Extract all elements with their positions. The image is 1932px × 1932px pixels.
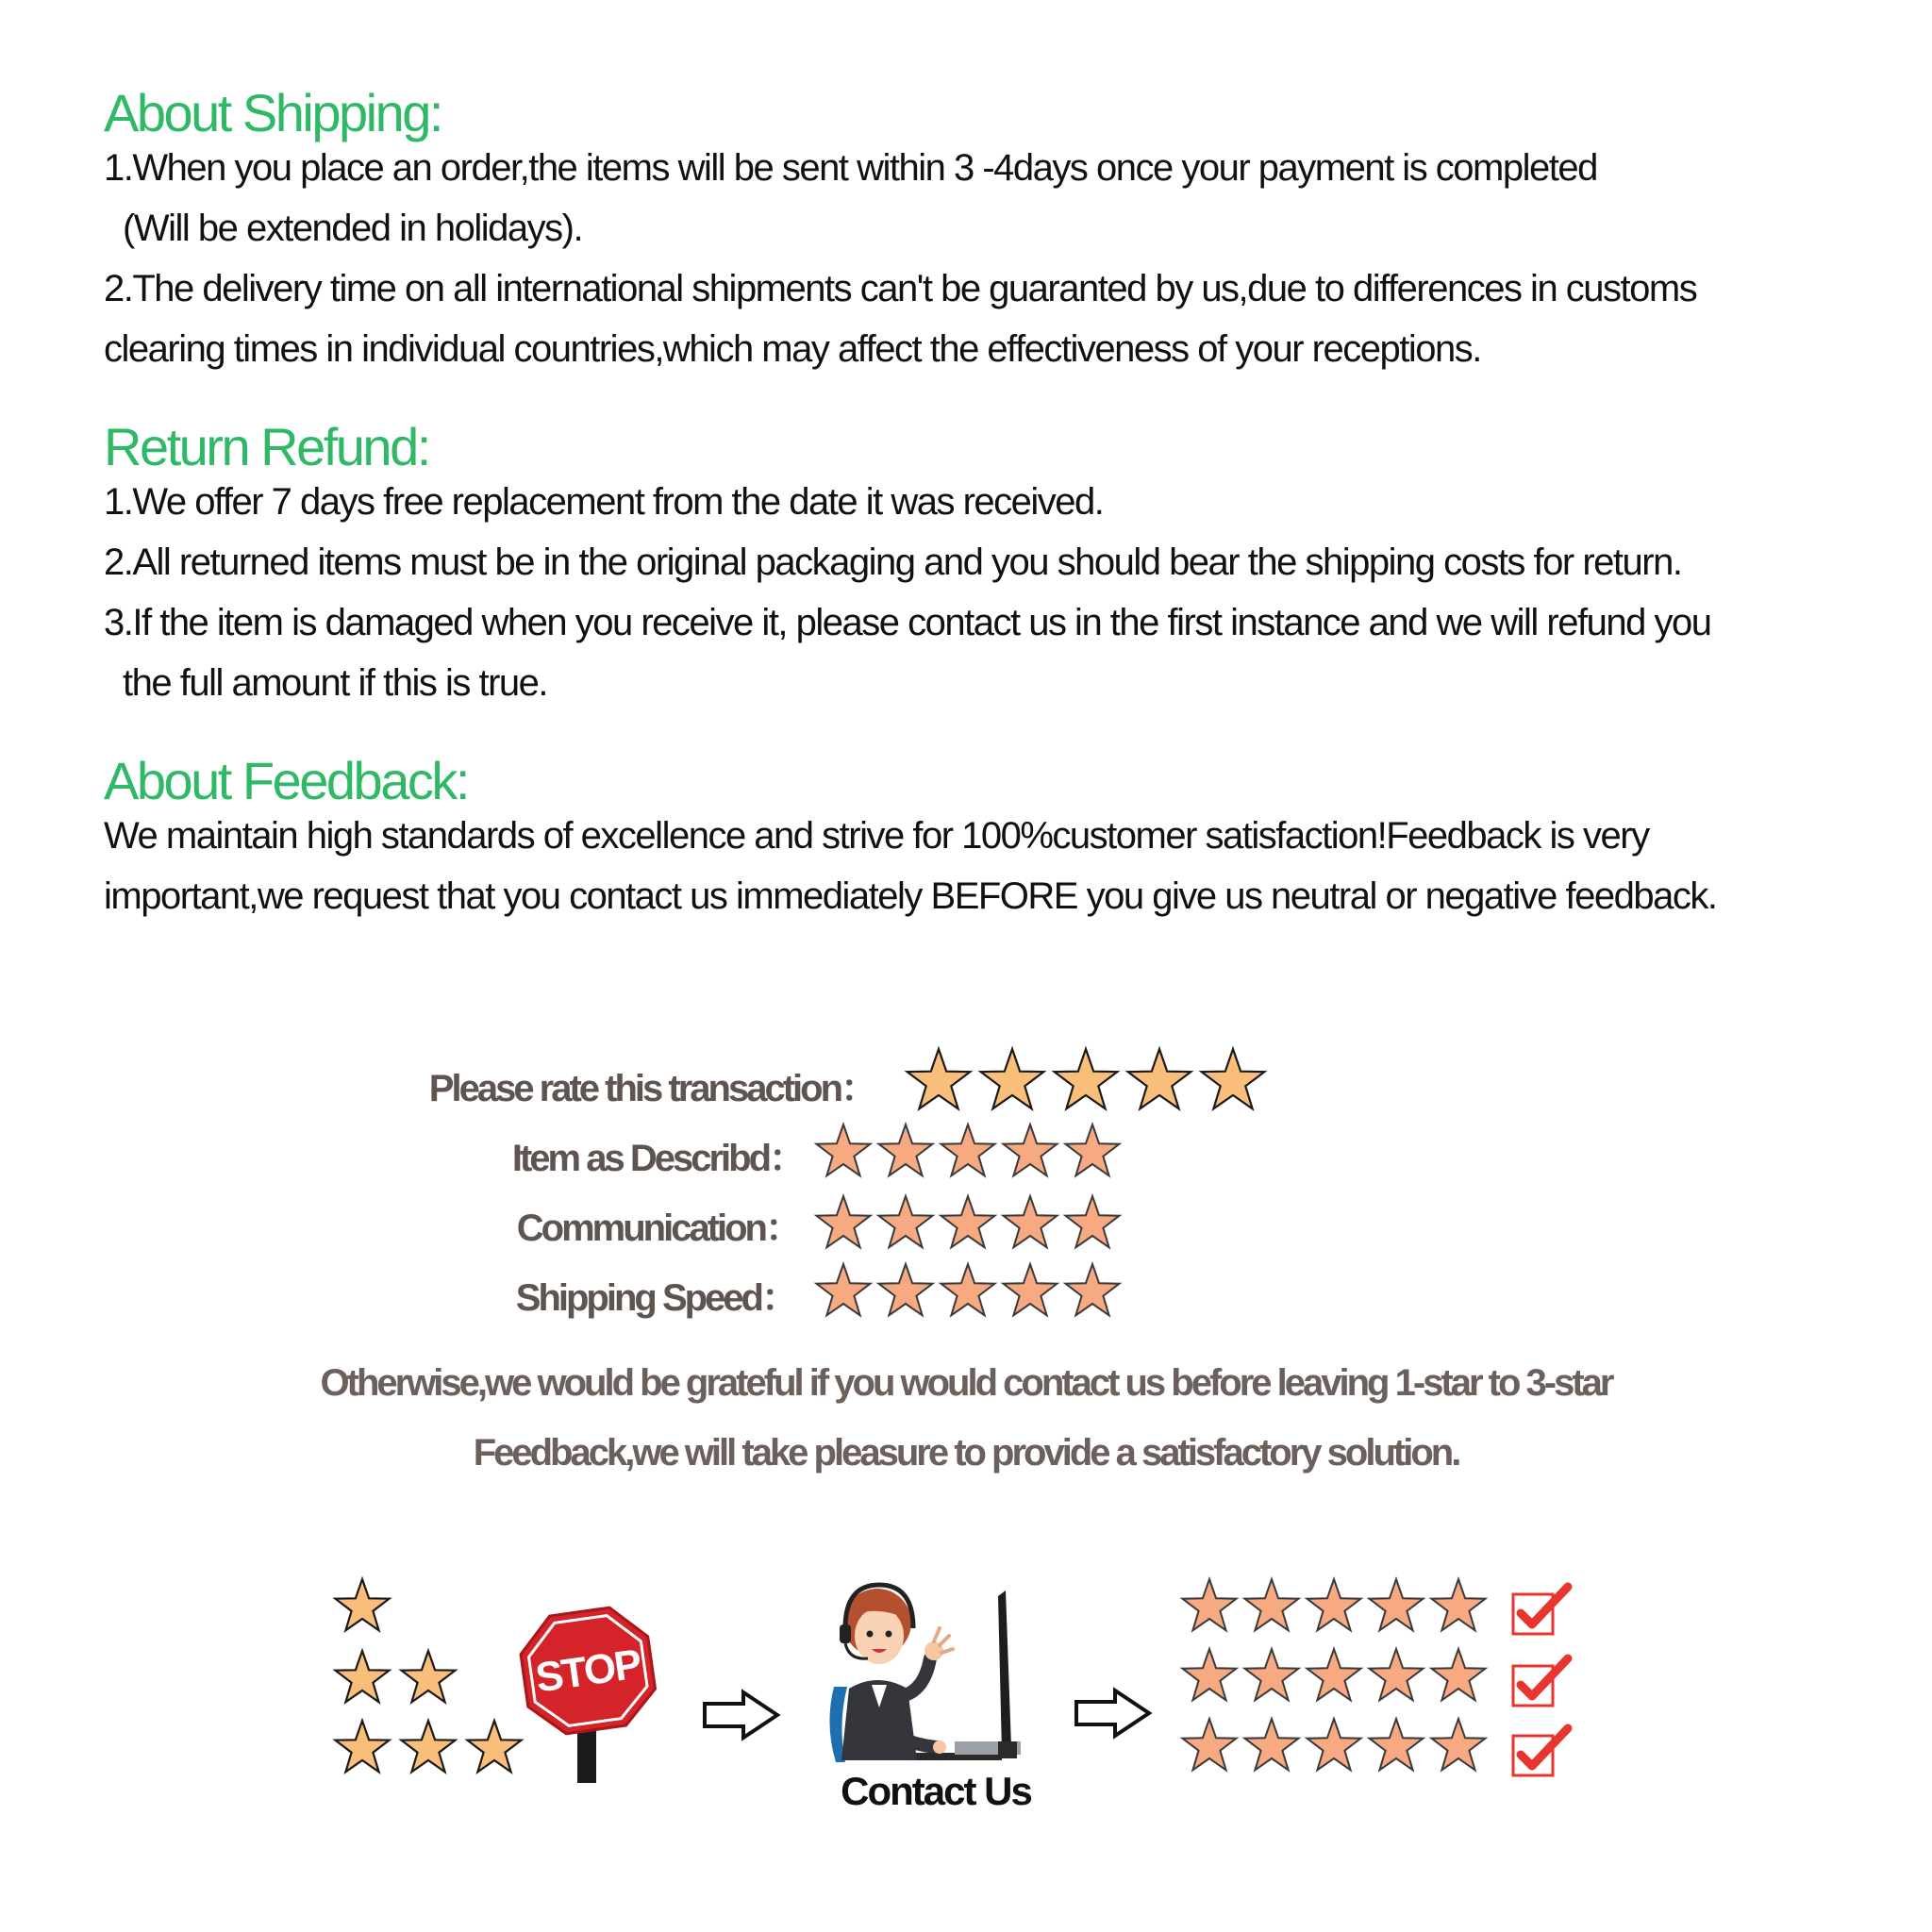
rating-star-icon <box>1000 1194 1060 1255</box>
rating-star-icon <box>1000 1262 1060 1323</box>
five-star-icon <box>1428 1577 1489 1638</box>
rating-star-icon <box>904 1047 974 1117</box>
five-star-icon <box>1179 1647 1240 1707</box>
shipping-line-2-cont: clearing times in individual countries,which may affect the effectiveness of your receptions. <box>104 328 1481 370</box>
arrow-right-icon <box>702 1689 781 1741</box>
rating-star-icon <box>977 1047 1047 1117</box>
five-star-icon <box>1241 1647 1302 1707</box>
rating-star-icon <box>813 1262 874 1323</box>
five-star-icon <box>1428 1647 1489 1707</box>
five-star-icon <box>1241 1717 1302 1777</box>
five-star-icon <box>1179 1717 1240 1777</box>
rating-star-icon <box>813 1123 874 1183</box>
support-agent-icon <box>813 1574 1040 1772</box>
rating-star-icon <box>938 1194 998 1255</box>
five-star-icon <box>1304 1717 1364 1777</box>
rating-label-communication: Communication： <box>516 1208 800 1249</box>
rating-star-icon <box>875 1123 936 1183</box>
feedback-line-2: important,we request that you contact us immediately BEFORE you give us neutral or negative feedback. <box>104 875 1717 917</box>
refund-line-2: 2.All returned items must be in the original packaging and you should bear the shipping costs for return. <box>104 541 1682 583</box>
rating-star-icon <box>1062 1123 1123 1183</box>
rating-star-icon <box>1124 1047 1194 1117</box>
rating-label-item-described: Item as Describd： <box>511 1138 804 1179</box>
rating-star-icon <box>1062 1194 1123 1255</box>
rating-star-icon <box>1198 1047 1268 1117</box>
low-rating-star-icon <box>332 1649 392 1709</box>
rating-star-icon <box>938 1123 998 1183</box>
refund-heading: Return Refund: <box>104 417 429 476</box>
rating-star-icon <box>875 1194 936 1255</box>
rating-star-icon <box>1062 1262 1123 1323</box>
low-rating-star-icon <box>332 1577 392 1638</box>
five-star-icon <box>1304 1647 1364 1707</box>
low-rating-star-icon <box>464 1719 525 1779</box>
contact-us-label: Contact Us <box>841 1769 1031 1813</box>
five-star-icon <box>1366 1577 1426 1638</box>
refund-line-1: 1.We offer 7 days free replacement from the date it was received. <box>104 481 1104 523</box>
note-line-2: Feedback,we will take pleasure to provide a satisfactory solution. <box>473 1432 1459 1474</box>
stop-sign-text: STOP <box>532 1641 643 1702</box>
arrow-right-icon <box>1074 1687 1153 1740</box>
shipping-line-1-cont: (Will be extended in holidays). <box>123 208 583 249</box>
checkbox-checked-icon <box>1509 1581 1577 1638</box>
refund-line-3-cont: the full amount if this is true. <box>123 662 548 704</box>
low-rating-star-icon <box>398 1719 458 1779</box>
rating-star-icon <box>1000 1123 1060 1183</box>
feedback-line-1: We maintain high standards of excellence and strive for 100%customer satisfaction!Feedback is very <box>104 815 1649 857</box>
rating-star-icon <box>1051 1047 1121 1117</box>
five-star-icon <box>1304 1577 1364 1638</box>
five-star-icon <box>1366 1717 1426 1777</box>
feedback-heading: About Feedback: <box>104 751 468 810</box>
rating-star-icon <box>938 1262 998 1323</box>
five-star-icon <box>1366 1647 1426 1707</box>
shipping-line-1: 1.When you place an order,the items will be sent within 3 -4days once your payment is completed <box>104 147 1597 189</box>
refund-line-3: 3.If the item is damaged when you receive it, please contact us in the first instance and we will refund you <box>104 602 1711 643</box>
five-star-icon <box>1179 1577 1240 1638</box>
checkbox-checked-icon <box>1509 1653 1577 1709</box>
rating-label-transaction: Please rate this transaction： <box>428 1068 875 1109</box>
note-line-1: Otherwise,we would be grateful if you would contact us before leaving 1-star to 3-star <box>320 1362 1612 1404</box>
stop-sign-icon <box>517 1604 658 1783</box>
rating-star-icon <box>875 1262 936 1323</box>
rating-label-shipping-speed: Shipping Speed： <box>515 1277 796 1319</box>
rating-star-icon <box>813 1194 874 1255</box>
five-star-icon <box>1428 1717 1489 1777</box>
shipping-heading: About Shipping: <box>104 83 441 142</box>
low-rating-star-icon <box>332 1719 392 1779</box>
low-rating-star-icon <box>398 1649 458 1709</box>
checkbox-checked-icon <box>1509 1723 1577 1779</box>
five-star-icon <box>1241 1577 1302 1638</box>
shipping-line-2: 2.The delivery time on all international shipments can't be guaranted by us,due to differences in customs <box>104 268 1697 309</box>
